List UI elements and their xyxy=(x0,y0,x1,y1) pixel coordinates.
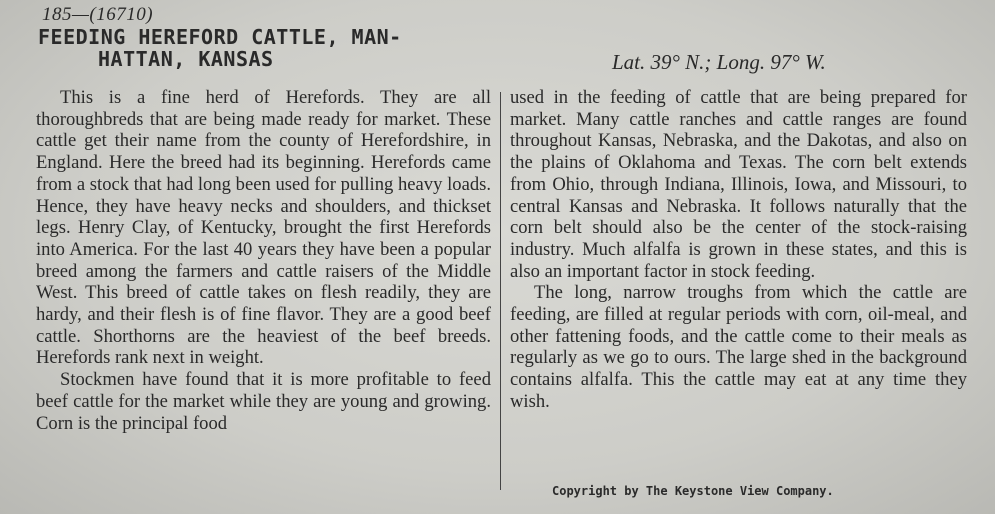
right-column xyxy=(510,87,967,413)
left-paragraph-1: This is a fine herd of Herefords. They are all thoroughbreds that are being made ready for market. These cattle get their name from the county of Herefordshire, in England. Here the breed had its beginning. Herefords came from a stock that had long been used for pulling heavy loads. Hence, they have heavy necks and shoulders, and thickset legs. Henry Clay, of Kentucky, brought the first Herefords into America. For the last 40 years they have been a popular breed among the farmers and cattle raisers of the Middle West. This breed of cattle takes on flesh readily, they are hardy, and their flesh is of fine flavor. They are a good beef cattle. Shorthorns are the heaviest of the beef breeds. Herefords rank next in weight. xyxy=(36,87,491,369)
column-divider xyxy=(500,92,501,490)
latitude-longitude: Lat. 39° N.; Long. 97° W. xyxy=(612,50,826,74)
copyright-notice: Copyright by The Keystone View Company. xyxy=(552,484,834,498)
title-line-2: HATTAN, KANSAS xyxy=(98,47,274,71)
card-number: 185—(16710) xyxy=(42,4,154,25)
left-paragraph-2: Stockmen have found that it is more profitable to feed beef cattle for the market while they are young and growing. Corn is the principal food xyxy=(36,369,491,434)
right-paragraph-2: The long, narrow troughs from which the cattle are feeding, are filled at regular periods with corn, oil-meal, and other fattening foods, and the cattle come to their meals as regularly as we go to ours. The large shed in the background contains alfalfa. This the cattle may eat at any time they wish. xyxy=(510,282,967,412)
right-paragraph-1: used in the feeding of cattle that are being prepared for market. Many cattle ranches and cattle ranges are found throughout Kansas, Nebraska, and the Dakotas, and also on the plains of Oklahoma and Texas. The corn belt extends from Ohio, through Indiana, Illinois, Iowa, and Missouri, to central Kansas and Nebraska. It follows naturally that the corn belt should also be the center of the stock-raising industry. Much alfalfa is grown in these states, and this is also an important factor in stock feeding. xyxy=(510,87,967,282)
card-header xyxy=(38,4,402,70)
card-title xyxy=(38,26,402,70)
title-line-1: FEEDING HEREFORD CATTLE, MAN- xyxy=(38,25,402,49)
left-column xyxy=(36,87,491,434)
